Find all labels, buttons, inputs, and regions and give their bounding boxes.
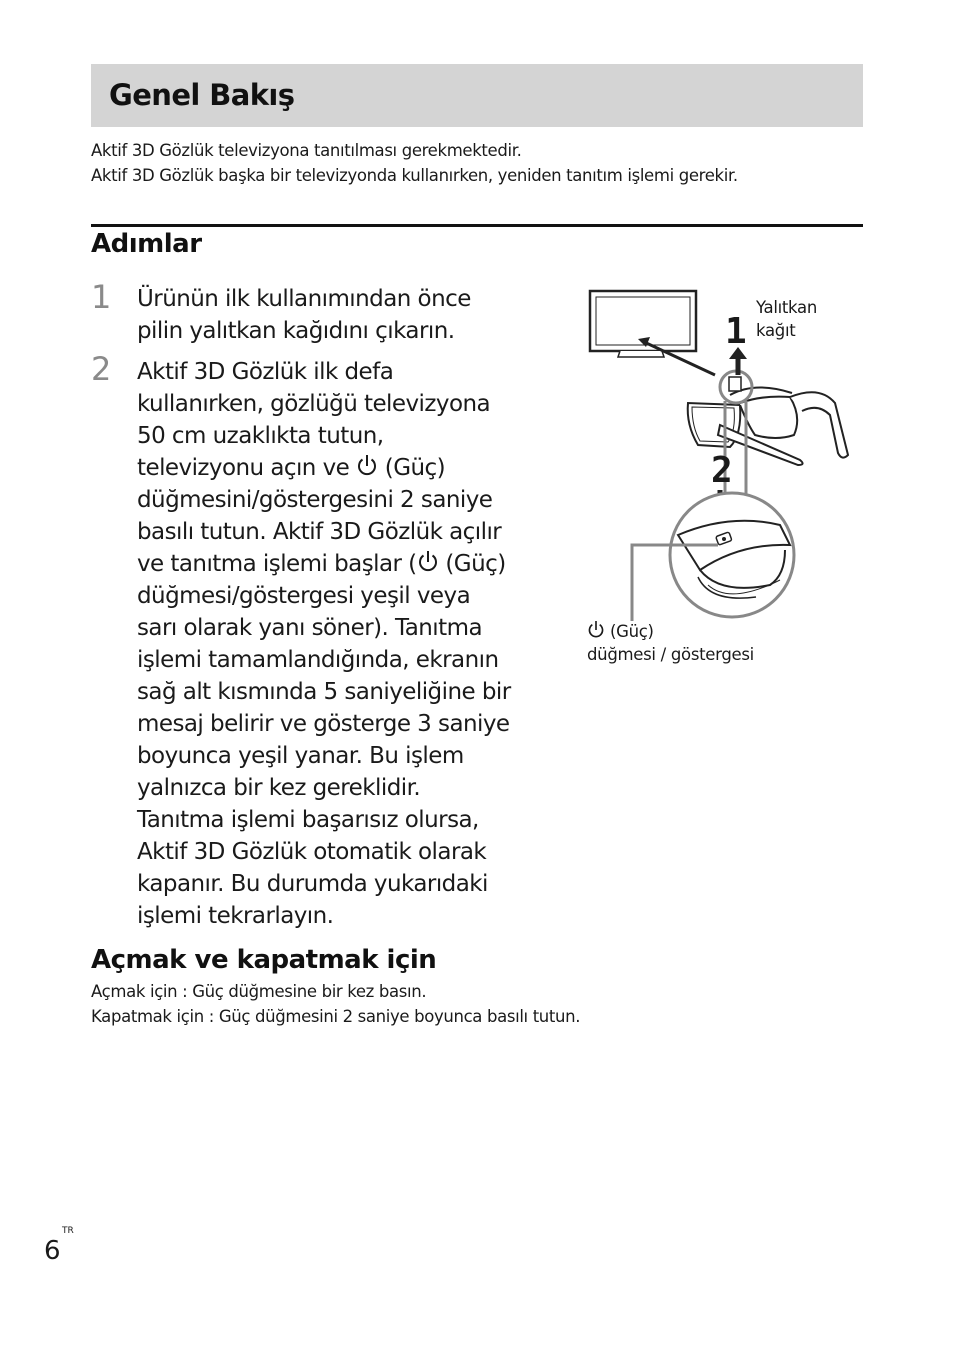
on-off-heading: Açmak ve kapatmak için [91,945,437,975]
step-text [137,356,557,932]
intro-text [91,138,881,188]
tv-icon [590,291,696,357]
pairing-illustration [580,285,860,685]
insulation-label: Yalıtkan kağıt [756,298,817,340]
intro-line: Aktif 3D Gözlük başka bir televizyonda kullanırken, yeniden tanıtım işlemi gerekir. [91,166,738,185]
power-label-text: (Güç) [605,622,654,641]
intro-line: Aktif 3D Gözlük televizyona tanıtılması gerekmektedir. [91,141,522,160]
step-text-part: (Güç) düğmesi/göstergesi yeşil veya sarı olarak yanı söner). Tanıtma işlemi tamamlandığında, ekranın sağ alt kısmında 5 saniyeliğine bir mesaj belirir ve gösterge 3 saniye boyunca yeşil yanar. Bu işlem yalnızca bir kez gereklidir. Tanıtma işlemi başarısız olursa, Aktif 3D Gözlük otomatik olarak kapanır. Bu durumda yukarıdaki işlemi tekrarlayın. [137,551,511,929]
detail-magnifier [670,493,794,617]
step1-marker: 1 [725,311,747,352]
on-off-text [91,979,580,1029]
on-off-line: Açmak için : Güç düğmesine bir kez basın. [91,982,427,1001]
on-off-line: Kapatmak için : Güç düğmesini 2 saniye boyunca basılı tutun. [91,1007,581,1026]
language-code: TR [62,1226,74,1236]
power-icon [587,620,605,640]
power-icon [356,454,378,478]
step-number: 1 [91,278,112,316]
step-number: 2 [91,350,112,388]
step-text: Ürünün ilk kullanımından önce pilin yalıtkan kağıdını çıkarın. [137,286,471,344]
power-label-text: düğmesi / göstergesi [587,645,754,664]
step-text-part: Aktif 3D Gözlük ilk defa kullanırken, gözlüğü televizyona 50 cm uzaklıkta tutun, televizyonu açın ve [137,359,491,481]
page-title: Genel Bakış [109,78,295,112]
power-button-label [587,620,754,666]
step-text-part: (Güç) düğmesini/göstergesini 2 saniye basılı tutun. Aktif 3D Gözlük açılır ve tanıtma işlemi başlar ( [137,455,502,577]
steps-heading: Adımlar [91,229,202,259]
section-divider [91,224,863,227]
power-icon [417,550,439,574]
title-band [91,64,863,127]
step2-marker: 2 [711,450,733,491]
insulation-paper [729,377,741,391]
page-number: 6 [44,1236,61,1266]
